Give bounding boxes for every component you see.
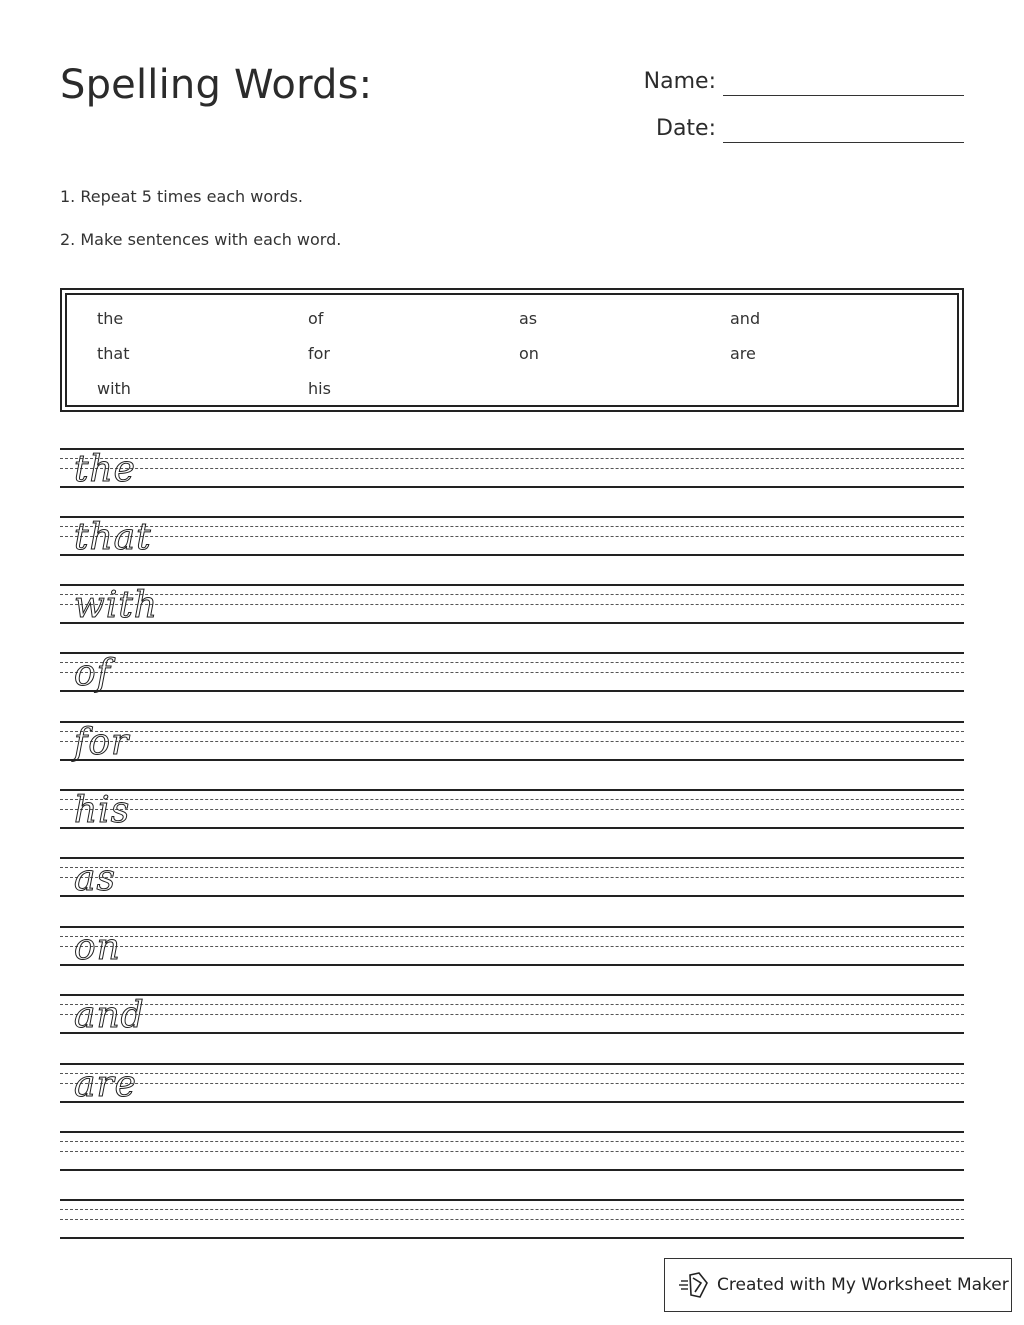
name-underline[interactable] — [723, 95, 964, 96]
worksheet-title: Spelling Words: — [60, 62, 373, 108]
word-bank-word: on — [519, 344, 539, 363]
word-bank-word: for — [308, 344, 330, 363]
word-bank-word: his — [308, 379, 331, 398]
word-bank — [60, 288, 964, 412]
worksheet-maker-logo-icon — [679, 1271, 709, 1299]
practice-row[interactable] — [60, 857, 964, 897]
practice-row[interactable] — [60, 789, 964, 829]
practice-row-blank[interactable] — [60, 1131, 964, 1171]
word-bank-word: that — [97, 344, 130, 363]
word-bank-word: are — [730, 344, 756, 363]
instruction-2: 2. Make sentences with each word. — [60, 230, 342, 249]
word-bank-word: as — [519, 309, 538, 328]
traceable-word: that — [74, 517, 152, 558]
word-bank-word: the — [97, 309, 124, 328]
word-bank-inner — [65, 293, 959, 407]
traceable-word: his — [74, 790, 131, 831]
word-bank-word: with — [97, 379, 131, 398]
date-label: Date: — [656, 116, 716, 141]
traceable-word: are — [74, 1064, 137, 1105]
instruction-1: 1. Repeat 5 times each words. — [60, 187, 304, 206]
traceable-word: the — [74, 449, 136, 490]
practice-row[interactable] — [60, 994, 964, 1034]
credit-badge[interactable] — [664, 1258, 1012, 1312]
traceable-word: with — [74, 585, 158, 626]
practice-row[interactable] — [60, 584, 964, 624]
traceable-word: as — [74, 858, 116, 899]
practice-row[interactable] — [60, 448, 964, 488]
traceable-word: and — [74, 995, 145, 1036]
practice-row-blank[interactable] — [60, 1199, 964, 1239]
practice-row[interactable] — [60, 516, 964, 556]
credit-text: Created with My Worksheet Maker — [717, 1275, 1009, 1295]
practice-row[interactable] — [60, 926, 964, 966]
word-bank-word: of — [308, 309, 324, 328]
name-label: Name: — [643, 69, 716, 94]
word-bank-word: and — [730, 309, 761, 328]
traceable-word: on — [74, 927, 121, 968]
date-underline[interactable] — [723, 142, 964, 143]
traceable-word: for — [74, 722, 130, 763]
name-field[interactable] — [600, 60, 964, 100]
date-field[interactable] — [600, 107, 964, 147]
practice-row[interactable] — [60, 1063, 964, 1103]
practice-row[interactable] — [60, 721, 964, 761]
practice-row[interactable] — [60, 652, 964, 692]
traceable-word: of — [74, 653, 111, 694]
